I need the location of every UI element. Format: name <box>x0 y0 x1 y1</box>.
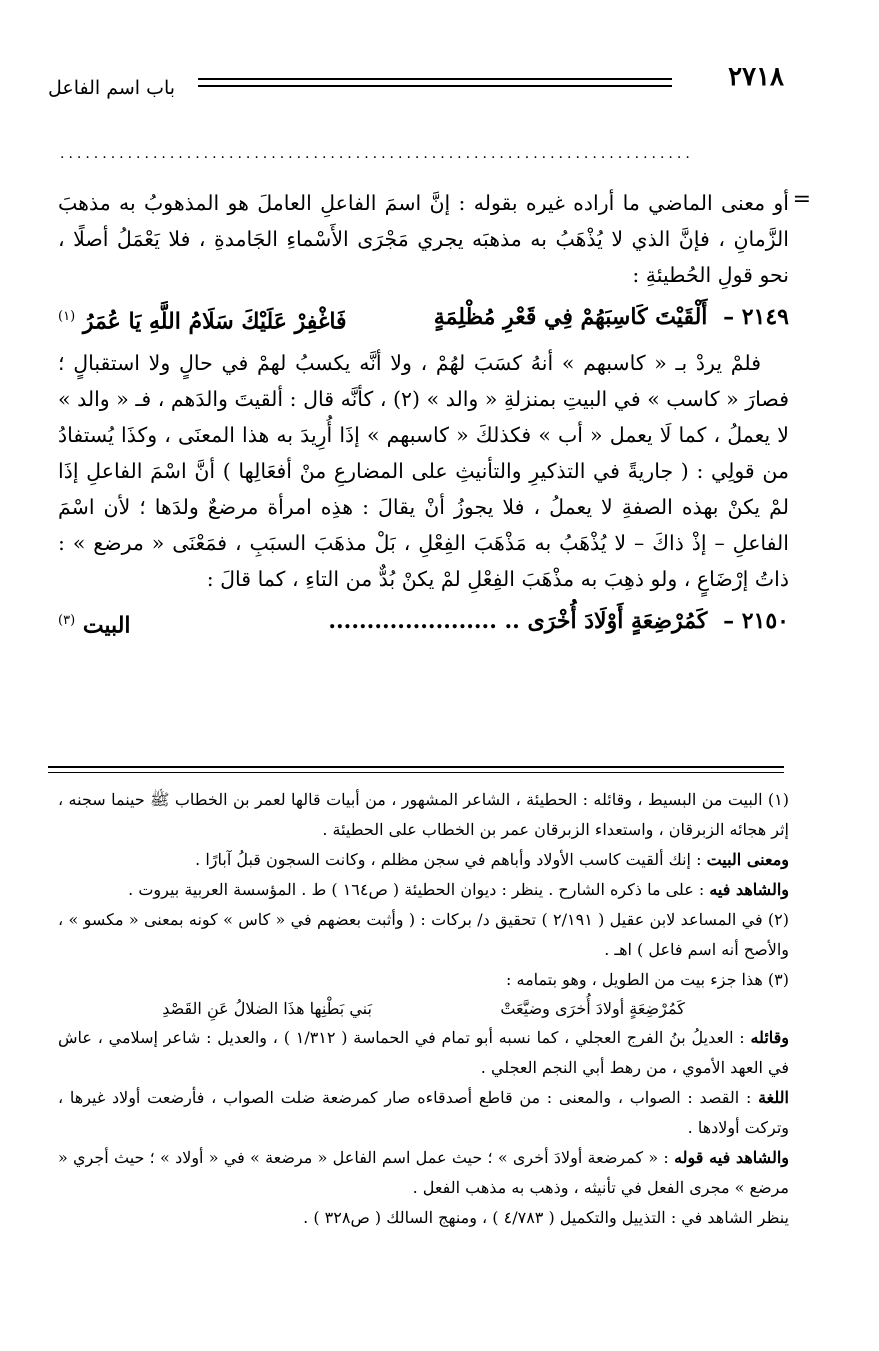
text: : « كمرضعة أولادَ أخرى » ؛ حيث عمل اسم الفاعل « مرضعة » في « أولاد » ؛ حيث أجري « مرضع » مجرى الفعل في تأنيثه ، وذهب به مذهب الفعل . <box>58 1148 789 1197</box>
continuation-mark: = <box>792 187 811 212</box>
footnote-1: (١) البيت من البسيط ، وقائله : الحطيئة ، الشاعر المشهور ، من أبيات قالها لعمر بن الخطاب ﷺ حينما سجنه ، إثر هجائه الزبرقان ، واستعداء الزبرقان عمر بن الخطاب على الحطيئة . <box>58 790 789 839</box>
label: وقائله <box>750 1028 790 1047</box>
footnote-3: (٣) هذا جزء بيت من الطويل ، وهو بتمامه : <box>506 970 789 989</box>
text: : العديلُ بنُ الفرج العجلي ، كما نسبه أبو تمام في الحماسة ( ١/٣١٢ ) ، والعديل : شاعر إسلامي ، عاش في العهد الأموي ، من رهط أبي النجم العجلي . <box>58 1028 789 1077</box>
verse-number: ٢١٤٩ – <box>723 304 789 330</box>
page-number: ٢٧١٨ <box>728 62 784 92</box>
verse-text: كَمُرْضِعَةٍ أَوْلَادَ أُخْرَى .. ...................... <box>328 608 708 635</box>
verse-2149 <box>58 297 789 341</box>
paragraph-1: أو معنى الماضي ما أراده غيره بقوله : إنَّ اسمَ الفاعلِ العاملَ هو المذهوبُ به مذهبَ الزَّمانِ ، فإنَّ الذي لا يُذْهَبُ به مذهبَه يجري مَجْرَى الأَسْماءِ الجَامدةِ ، فلا يَعْمَلُ أصلًا ، نحو قولِ الحُطيئةِ : <box>58 191 789 287</box>
verse-2150 <box>58 601 789 645</box>
footnote-3-language <box>58 1083 789 1143</box>
text: : إنك ألقيت كاسب الأولاد وأباهم في سجن مظلم ، وكانت السجون قبلُ آبارًا . <box>195 850 702 869</box>
header-rule <box>198 78 672 87</box>
footnote-3-author <box>58 1023 789 1083</box>
label: والشاهد فيه قوله <box>674 1148 789 1167</box>
verse-second-half: فَاغْفِرْ عَلَيْكَ سَلَامُ اللَّهِ يَا عُمَرُ <box>82 308 347 335</box>
footnote-separator <box>48 766 784 773</box>
label: اللغة <box>758 1088 789 1107</box>
footnote-3-witness <box>58 1143 789 1203</box>
footnote-ref-1: (١) <box>58 309 76 324</box>
text: : على ما ذكره الشارح . ينظر : ديوان الحطيئة ( ص١٦٤ ) ط . المؤسسة العربية بيروت . <box>128 880 705 899</box>
chapter-title: باب اسم الفاعل <box>48 77 176 99</box>
text: : القصد : الصواب ، والمعنى : من قاطع أصدقاءه صار كمرضعة ضلت الصواب ، فأرضعت أولاد غيرها ، وتركت أولادها . <box>58 1088 789 1137</box>
verse-number: ٢١٥٠ – <box>723 608 789 635</box>
dotted-separator: ........................................................................... <box>60 146 694 162</box>
verse-second-half: بَني بَطْنِها هذَا الضلالُ عَنِ القَصْدِ <box>162 999 372 1018</box>
footnote-3-sources: ينظر الشاهد في : التذييل والتكميل ( ٤/٧٨٣ ) ، ومنهج السالك ( ص٣٢٨ ) . <box>303 1208 789 1227</box>
page-header <box>48 62 784 99</box>
footnote-3-verse <box>58 995 789 1023</box>
label: ومعنى البيت <box>706 850 789 869</box>
footnotes <box>58 785 789 1233</box>
footnote-1-witness <box>58 875 789 905</box>
footnote-2: (٢) في المساعد لابن عقيل ( ٢/١٩١ ) تحقيق د/ بركات : ( وأثبت بعضهم في « كاس » كونه بمعنى « مكسو » ، والأصح أنه اسم فاعل ) اهـ . <box>58 910 790 959</box>
label: والشاهد فيه <box>709 880 789 899</box>
verse-label: البيت <box>82 612 131 639</box>
main-text <box>58 185 811 650</box>
footnote-1-meaning <box>58 845 789 875</box>
footnote-ref-3: (٣) <box>58 613 76 629</box>
paragraph-2: فلمْ يردْ بـ « كاسبهم » أنهُ كسَبَ لهُمْ ، ولا أنَّه يكسبُ لهمْ في حالٍ ولا استقبالٍ ؛ فصارَ « كاسب » في البيتِ بمنزلةِ « والد » (٢) ، كأنَّه قال : ألقيتَ والدَهم ، فـ « والد » لا يعملُ ، كما لَا يعمل « أب » فكذلكَ « كاسبهم » إذَا أُرِيدَ به هذا المعنَى ، وكذَا يُستفادُ من قولِي : ( جاريةً في التذكيرِ والتأنيثِ على المضارعِ منْ أفعَالِها ) أنَّ اسْمَ الفاعلِ إذَا لمْ يكنْ بهذه الصفةِ لا يعملُ ، فلا يجوزُ أنْ يقالَ : هذِه امرأة مرضعٌ ولدَها ؛ لأن اسْمَ الفاعلِ – إذْ ذاكَ – لا يُذْهَبُ به مَذْهَبَ الفِعْلِ ، بَلْ مذهَبَ السبَبِ ، فمَعْنَى « مرضع » : ذاتُ إرْضَاعٍ ، ولو ذهِبَ به مذْهَبَ الفِعْلِ لمْ يكنْ بُدٌّ من التاءِ ، كما قالَ : <box>58 351 789 592</box>
verse-first-half: كَمُرْضِعَةٍ أولادَ أُخرَى وضيَّعَتْ <box>500 999 685 1018</box>
verse-first-half: أَلْقَيْتَ كَاسِبَهُمْ فِي قَعْرِ مُظْلِمَةٍ <box>433 304 708 330</box>
